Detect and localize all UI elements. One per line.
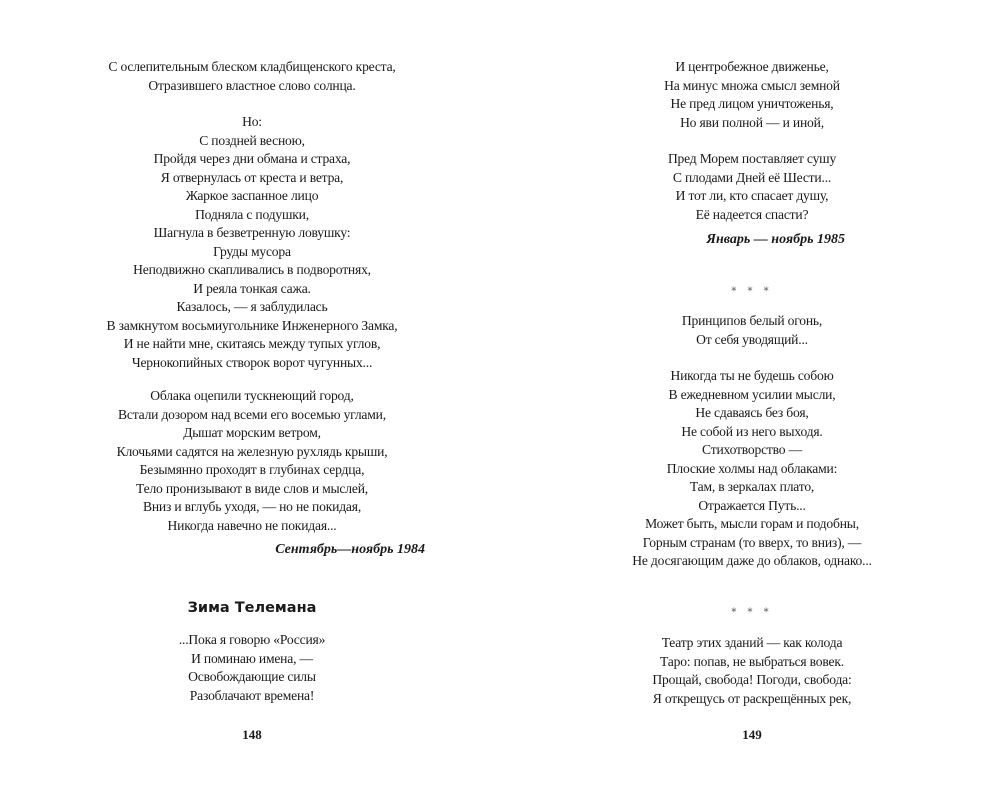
stanza: [52, 387, 452, 535]
page-number: 149: [742, 727, 762, 742]
verse-line: От себя уводящий...: [696, 331, 808, 347]
verse-line: Там, в зеркалах плато,: [689, 479, 815, 494]
verse-line: Не собой из него выходя.: [681, 423, 823, 439]
verse-line: Но яви полной — и иной,: [680, 114, 824, 130]
verse-line: Но:: [242, 114, 262, 129]
verse-line: И реяла тонкая сажа.: [193, 280, 311, 296]
verse-line: Горным странам (то вверх, то вниз), —: [642, 534, 862, 550]
verse-line: Клочьями садятся на железную рухлядь крыши,: [116, 443, 388, 459]
page-number: 148: [242, 727, 262, 742]
verse-line: В ежедневном усилии мысли,: [668, 386, 836, 402]
verse-line: Казалось, — я заблудилась: [176, 299, 328, 314]
verse-line: С поздней весною,: [199, 132, 305, 148]
verse-line: И поминаю имена, —: [191, 650, 313, 666]
section-separator: * * *: [731, 607, 773, 618]
verse-line: Никогда ты не будешь собою: [670, 368, 834, 383]
verse-line: Пройдя через дни обмана и страха,: [153, 151, 351, 166]
verse-line: С ослепительным блеском кладбищенского креста,: [108, 59, 396, 74]
verse-line: Театр этих зданий — как колода: [661, 635, 843, 650]
stanza: [52, 113, 452, 372]
right-page: [500, 0, 1000, 800]
verse-line: И тот ли, кто спасает душу,: [675, 188, 829, 203]
verse-line: ...Пока я говорю «Россия»: [178, 632, 326, 647]
verse-line: Тело пронизывают в виде слов и мыслей,: [136, 480, 368, 496]
poem-date: Сентябрь—ноябрь 1984: [275, 542, 425, 557]
verse-line: Не досягающим даже до облаков, однако...: [632, 553, 872, 568]
verse-line: Пред Морем поставляет сушу: [667, 151, 837, 166]
stanza: [552, 58, 952, 132]
section-separator: * * *: [731, 286, 773, 297]
verse-line: Прощай, свобода! Погоди, свобода:: [652, 672, 852, 687]
verse-line: Я открещусь от раскрещённых рек,: [652, 690, 852, 706]
verse-line: Стихотворство —: [702, 442, 802, 457]
verse-line: В замкнутом восьмиугольнике Инженерного Замка,: [106, 317, 398, 333]
verse-line: Таро: попав, не выбраться вовек.: [660, 653, 844, 669]
poem-title: Зима Телемана: [187, 600, 317, 616]
verse-line: Груды мусора: [213, 243, 291, 259]
verse-line: Её надеется спасти?: [695, 206, 809, 222]
verse-line: Я отвернулась от креста и ветра,: [160, 169, 344, 185]
verse-line: Никогда навечно не покидая...: [167, 517, 337, 533]
verse-line: Может быть, мысли горам и подобны,: [645, 516, 859, 531]
verse-line: Шагнула в безветренную ловушку:: [153, 225, 351, 240]
verse-line: И центробежное движенье,: [675, 59, 829, 74]
verse-line: Чернокопийных створок ворот чугунных...: [131, 354, 373, 370]
verse-line: И не найти мне, скитаясь между тупых углов,: [123, 336, 381, 351]
verse-line: Облака оцепили тускнеющий город,: [150, 388, 354, 403]
stanza: [552, 150, 952, 224]
poem-date: Январь — ноябрь 1985: [706, 232, 845, 247]
verse-line: Принципов белый огонь,: [681, 313, 823, 328]
verse-line: Не сдаваясь без боя,: [695, 405, 809, 420]
verse-line: Жаркое заспанное лицо: [185, 188, 319, 203]
stanza: [52, 58, 452, 95]
verse-line: Дышат морским ветром,: [183, 425, 321, 440]
stanza: [552, 367, 952, 571]
verse-line: Подняла с подушки,: [195, 206, 309, 222]
verse-line: Безымянно проходят в глубинах сердца,: [139, 462, 365, 477]
verse-line: Освобождающие силы: [188, 669, 316, 684]
verse-line: Вниз и вглубь уходя, — но не покидая,: [142, 499, 362, 514]
verse-line: Встали дозором над всеми его восемью углами,: [118, 406, 386, 422]
verse-line: Плоские холмы над облаками:: [666, 460, 838, 476]
verse-line: Неподвижно скапливались в подворотнях,: [133, 262, 371, 277]
verse-line: Отражается Путь...: [698, 497, 806, 513]
stanza: [552, 312, 952, 349]
verse-line: На минус множа смысл земной: [664, 77, 840, 93]
stanza: [552, 634, 952, 708]
verse-line: Отразившего властное слово солнца.: [148, 77, 356, 93]
verse-line: Разоблачают времена!: [189, 687, 315, 703]
stanza: [52, 631, 452, 705]
verse-line: С плодами Дней её Шести...: [672, 169, 832, 185]
verse-line: Не пред лицом уничтоженья,: [670, 96, 834, 111]
